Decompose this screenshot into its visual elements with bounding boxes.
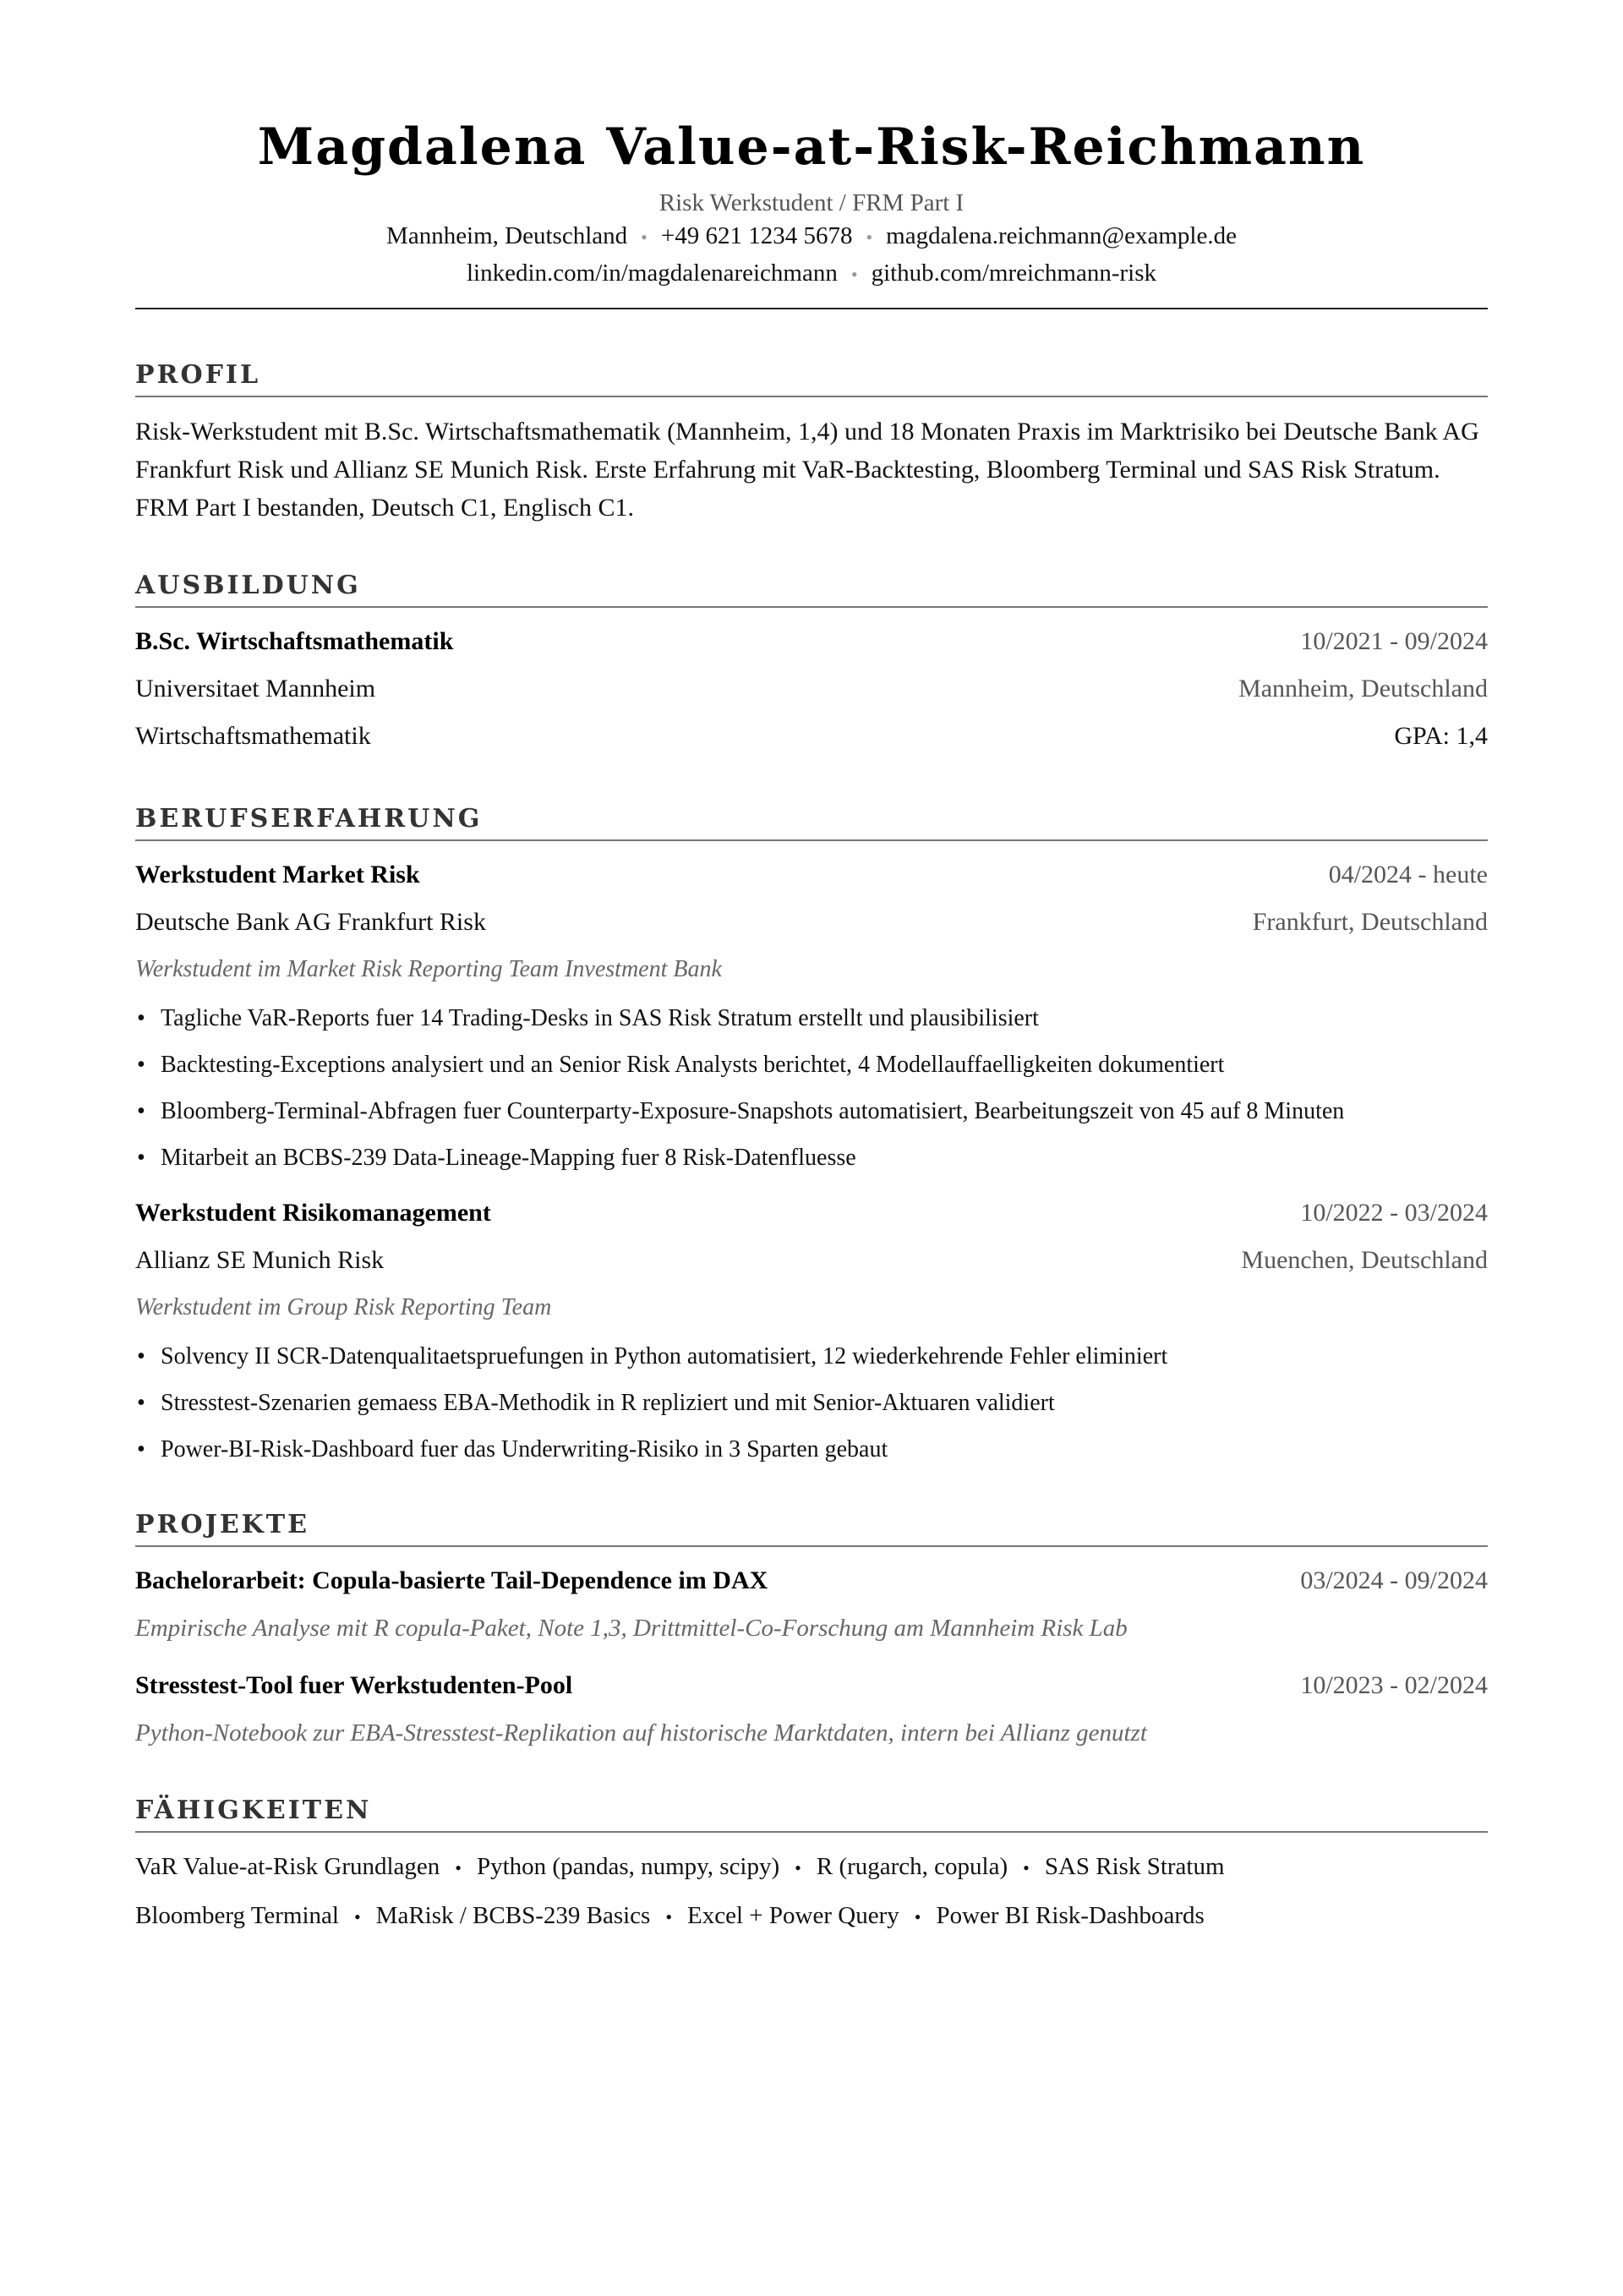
job-dates: 04/2024 - heute	[1328, 861, 1488, 888]
project-row	[135, 1667, 1488, 1704]
contact-linkedin[interactable]: linkedin.com/in/magdalenareichmann	[466, 260, 838, 287]
section-profile	[135, 358, 1488, 527]
job-location: Frankfurt, Deutschland	[1252, 908, 1488, 936]
section-education	[135, 569, 1488, 755]
job-title: Werkstudent Market Risk	[135, 861, 420, 888]
skill-item: Bloomberg Terminal	[135, 1902, 339, 1929]
experience-entry	[135, 1194, 1488, 1466]
education-dates: 10/2021 - 09/2024	[1300, 627, 1488, 655]
project-row	[135, 1610, 1488, 1647]
achievement-list	[135, 1002, 1488, 1174]
section-experience	[135, 802, 1488, 1466]
education-row	[135, 670, 1488, 708]
gpa-value: GPA: 1,4	[1394, 722, 1488, 750]
project-dates: 10/2023 - 02/2024	[1300, 1671, 1488, 1699]
candidate-name: Magdalena Value-at-Risk-Reichmann	[257, 118, 1366, 177]
project-description: Empirische Analyse mit R copula-Paket, Note 1,3, Drittmittel-Co-Forschung am Mannheim Risk Lab	[135, 1615, 1128, 1642]
experience-row	[135, 904, 1488, 941]
achievement-list	[135, 1340, 1488, 1466]
profile-text: Risk-Werkstudent mit B.Sc. Wirtschaftsmathematik (Mannheim, 1,4) und 18 Monaten Praxis im Marktrisiko bei Deutsche Bank AG Frankfurt Risk und Allianz SE Munich Risk. Erste Erfahrung mit VaR-Backtesting, Bloomberg Terminal und SAS Risk Stratum. FRM Part I bestanden, Deutsch C1, Englisch C1.	[135, 418, 1479, 522]
company-name: Deutsche Bank AG Frankfurt Risk	[135, 908, 486, 936]
institution-name: Universitaet Mannheim	[135, 675, 376, 702]
education-location: Mannheim, Deutschland	[1238, 675, 1488, 702]
section-divider	[135, 1545, 1488, 1547]
project-name: Stresstest-Tool fuer Werkstudenten-Pool	[135, 1671, 573, 1699]
skill-item: SAS Risk Stratum	[1044, 1853, 1225, 1880]
job-description: Werkstudent im Market Risk Reporting Team Investment Bank	[135, 956, 722, 982]
skill-separator: •	[914, 1906, 921, 1927]
contact-separator: •	[641, 227, 648, 248]
section-divider	[135, 839, 1488, 841]
contact-github[interactable]: github.com/mreichmann-risk	[871, 260, 1157, 287]
achievement-item: • Stresstest-Szenarien gemaess EBA-Methodik in R repliziert und mit Senior-Aktuaren validiert	[135, 1386, 1488, 1419]
skill-item: Excel + Power Query	[687, 1902, 899, 1929]
achievement-item: • Backtesting-Exceptions analysiert und an Senior Risk Analysts berichtet, 4 Modellauffaelligkeiten dokumentiert	[135, 1048, 1488, 1081]
education-row	[135, 718, 1488, 755]
skill-separator: •	[455, 1857, 462, 1878]
achievement-item: • Bloomberg-Terminal-Abfragen fuer Counterparty-Exposure-Snapshots automatisiert, Bearbeitungszeit von 45 auf 8 Minuten	[135, 1095, 1488, 1128]
skill-item: Power BI Risk-Dashboards	[936, 1902, 1205, 1929]
degree-title: B.Sc. Wirtschaftsmathematik	[135, 627, 454, 655]
education-row	[135, 623, 1488, 660]
skills-line	[135, 1848, 1488, 1887]
section-title: PROJEKTE	[135, 1510, 309, 1539]
skill-item: VaR Value-at-Risk Grundlagen	[135, 1853, 440, 1880]
project-row	[135, 1714, 1488, 1752]
contact-location: Mannheim, Deutschland	[386, 222, 628, 249]
contact-separator: •	[850, 264, 858, 285]
skill-separator: •	[1023, 1857, 1030, 1878]
experience-row	[135, 1289, 1488, 1326]
contact-line-2	[135, 255, 1488, 292]
section-title: PROFIL	[135, 360, 261, 390]
experience-row	[135, 1242, 1488, 1279]
section-title: FÄHIGKEITEN	[135, 1796, 372, 1825]
skill-separator: •	[353, 1906, 361, 1927]
project-dates: 03/2024 - 09/2024	[1300, 1566, 1488, 1594]
skills-line	[135, 1897, 1488, 1936]
experience-row	[135, 856, 1488, 894]
project-entry	[135, 1562, 1488, 1647]
contact-phone[interactable]: +49 621 1234 5678	[660, 222, 853, 249]
candidate-title: Risk Werkstudent / FRM Part I	[658, 189, 965, 216]
skill-item: MaRisk / BCBS-239 Basics	[375, 1902, 651, 1929]
field-of-study: Wirtschaftsmathematik	[135, 722, 371, 750]
achievement-item: • Mitarbeit an BCBS-239 Data-Lineage-Mapping fuer 8 Risk-Datenfluesse	[135, 1141, 1488, 1174]
contact-separator: •	[866, 227, 873, 248]
contact-line-1	[135, 218, 1488, 255]
project-entry	[135, 1667, 1488, 1752]
project-description: Python-Notebook zur EBA-Stresstest-Replikation auf historische Marktdaten, intern bei Allianz genutzt	[135, 1719, 1147, 1747]
job-dates: 10/2022 - 03/2024	[1300, 1199, 1488, 1227]
contact-email[interactable]: magdalena.reichmann@example.de	[886, 222, 1237, 249]
achievement-item: • Power-BI-Risk-Dashboard fuer das Underwriting-Risiko in 3 Sparten gebaut	[135, 1433, 1488, 1466]
project-name: Bachelorarbeit: Copula-basierte Tail-Dependence im DAX	[135, 1566, 768, 1594]
experience-row	[135, 1194, 1488, 1232]
section-divider	[135, 1831, 1488, 1833]
section-divider	[135, 606, 1488, 608]
job-location: Muenchen, Deutschland	[1241, 1246, 1488, 1274]
company-name: Allianz SE Munich Risk	[135, 1246, 385, 1274]
header-divider	[135, 308, 1488, 309]
section-title: AUSBILDUNG	[135, 571, 361, 600]
skill-separator: •	[665, 1906, 673, 1927]
achievement-item: • Tagliche VaR-Reports fuer 14 Trading-Desks in SAS Risk Stratum erstellt und plausibilisiert	[135, 1002, 1488, 1035]
job-description: Werkstudent im Group Risk Reporting Team	[135, 1294, 552, 1320]
experience-row	[135, 951, 1488, 988]
job-title: Werkstudent Risikomanagement	[135, 1199, 491, 1227]
experience-entry	[135, 856, 1488, 1174]
skill-item: Python (pandas, numpy, scipy)	[476, 1853, 780, 1880]
resume-header	[135, 0, 1488, 292]
project-row	[135, 1562, 1488, 1599]
achievement-item: • Solvency II SCR-Datenqualitaetspruefungen in Python automatisiert, 12 wiederkehrende Fehler eliminiert	[135, 1340, 1488, 1373]
skill-item: R (rugarch, copula)	[816, 1853, 1008, 1880]
section-projects	[135, 1508, 1488, 1752]
skill-separator: •	[795, 1857, 801, 1878]
section-title: BERUFSERFAHRUNG	[135, 804, 483, 834]
section-divider	[135, 396, 1488, 397]
section-skills	[135, 1794, 1488, 1936]
education-entry	[135, 623, 1488, 755]
